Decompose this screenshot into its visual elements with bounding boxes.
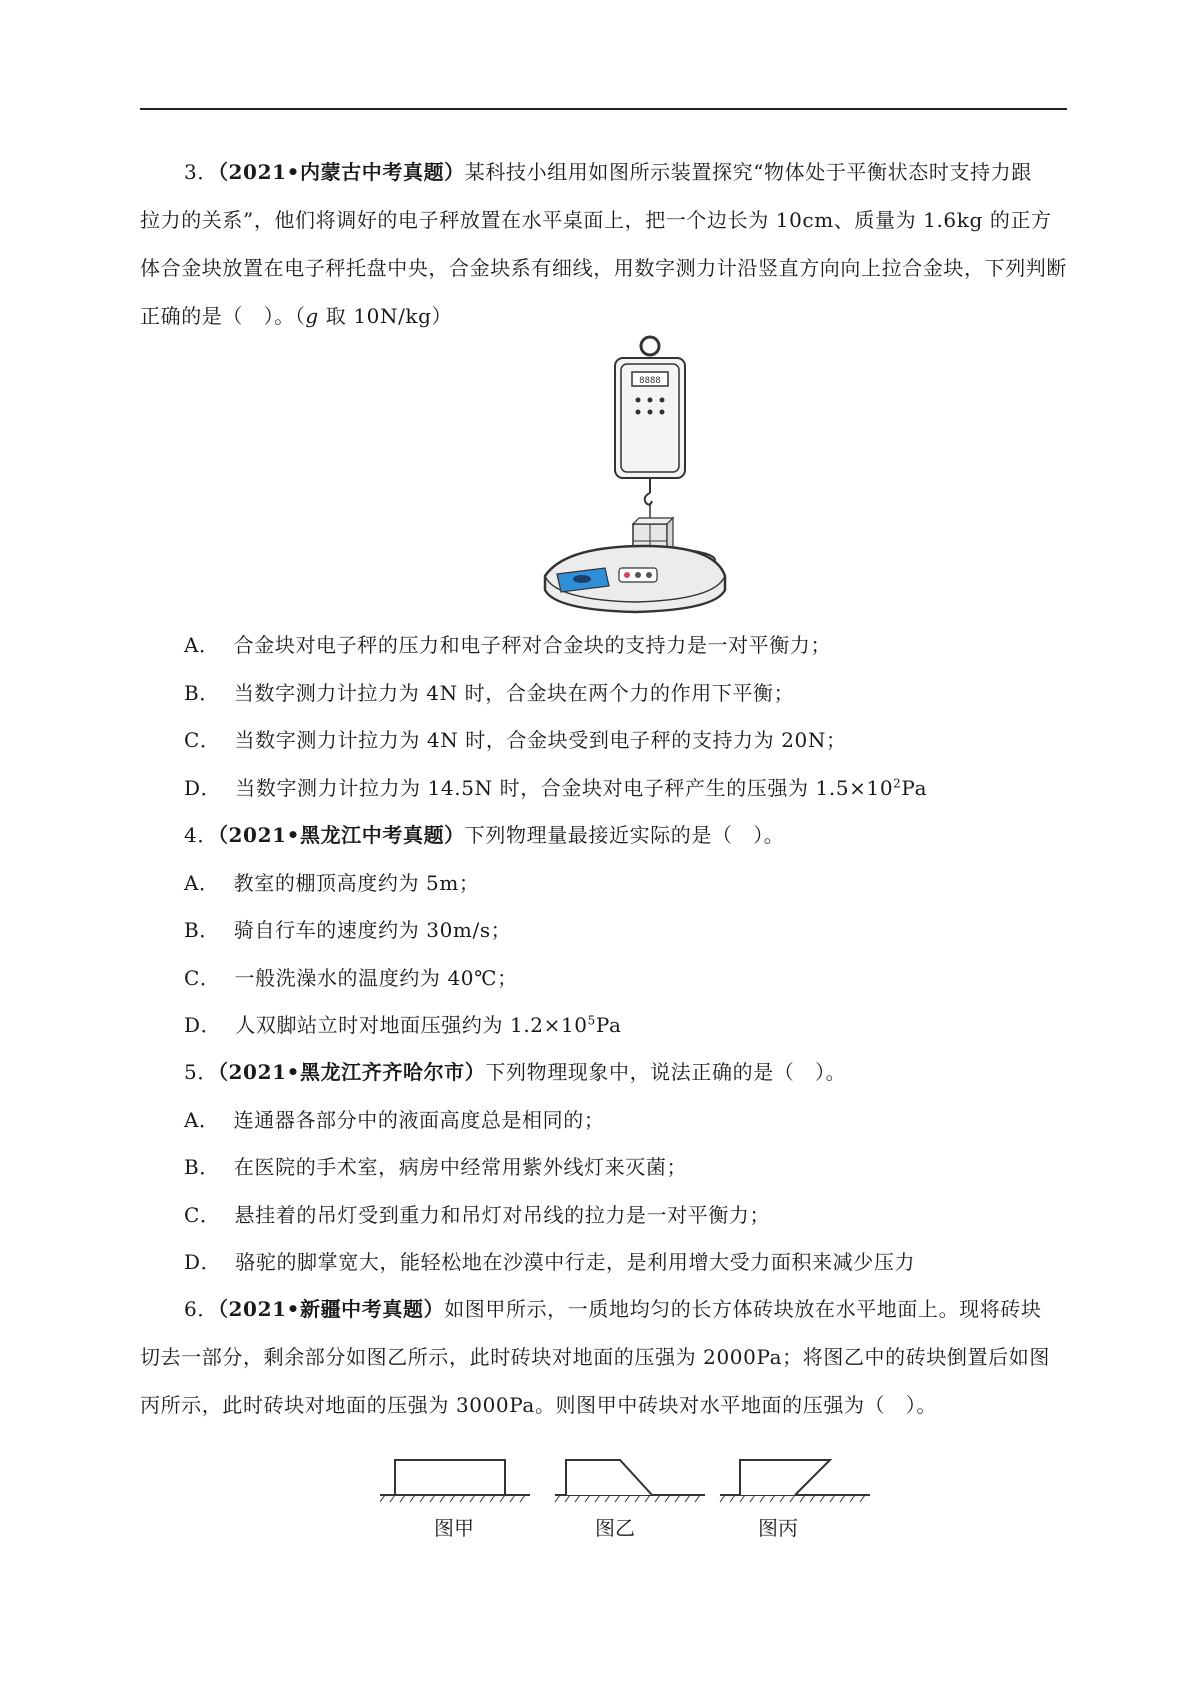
q3-option-c: C． 当数字测力计拉力为 4N 时，合金块受到电子秤的支持力为 20N； xyxy=(184,728,847,752)
question-6 xyxy=(140,1285,1067,1429)
question-6-stem-rest: 切去一部分，剩余部分如图乙所示，此时砖块对地面的压强为 2000Pa；将图乙中的砖块倒置后如图丙所示，此时砖块对地面的压强为 3000Pa。则图甲中砖块对水平地面的压强为（ ）。 xyxy=(140,1345,1050,1417)
brick-figures xyxy=(380,1450,880,1510)
brick-figure-a xyxy=(380,1460,530,1502)
question-5-stem: 5．（2021•黑龙江齐齐哈尔市）下列物理现象中，说法正确的是（ ）。 xyxy=(184,1060,847,1084)
q5-option-c: C． 悬挂着的吊灯受到重力和吊灯对吊线的拉力是一对平衡力； xyxy=(184,1203,771,1227)
q5-option-a: A． 连通器各部分中的液面高度总是相同的； xyxy=(184,1108,605,1132)
q3-option-b: B． 当数字测力计拉力为 4N 时，合金块在两个力的作用下平衡； xyxy=(184,681,795,705)
q5-option-b: B． 在医院的手术室，病房中经常用紫外线灯来灭菌； xyxy=(184,1155,688,1179)
brick-figure-c xyxy=(720,1460,870,1502)
question-3 xyxy=(140,148,1067,340)
question-3-stem: 3．（2021•内蒙古中考真题）某科技小组用如图所示装置探究“物体处于平衡状态时支持力跟 xyxy=(184,160,1032,184)
q3-option-d: D． 当数字测力计拉力为 14.5N 时，合金块对电子秤产生的压强为 $1.5\times 10^2Pa$ xyxy=(184,776,928,800)
question-6-stem: 6．（2021•新疆中考真题）如图甲所示，一质地均匀的长方体砖块放在水平地面上。现将砖块 xyxy=(184,1297,1042,1321)
q3-option-a: A． 合金块对电子秤的压力和电子秤对合金块的支持力是一对平衡力； xyxy=(184,633,832,657)
force-meter-scale-figure xyxy=(535,328,735,618)
header-rule xyxy=(140,108,1067,110)
q4-option-a: A． 教室的棚顶高度约为 5m； xyxy=(184,871,480,895)
caption-figure-c: 图丙 xyxy=(758,1516,798,1540)
caption-figure-b: 图乙 xyxy=(595,1516,635,1540)
q4-option-b: B． 骑自行车的速度约为 30m/s； xyxy=(184,918,512,942)
brick-figure-b xyxy=(555,1460,705,1502)
question-3-stem-rest: 拉力的关系”，他们将调好的电子秤放置在水平桌面上，把一个边长为 10cm、质量为 1.6kg 的正方体合金块放置在电子秤托盘中央，合金块系有细线，用数字测力计沿竖直方向向上拉合金块，下列判断正确的是（ ）。（g 取 10N/kg） xyxy=(140,208,1067,328)
q4-option-c: C． 一般洗澡水的温度约为 40℃； xyxy=(184,966,518,990)
q4-option-d: D． 人双脚站立时对地面压强约为 $1.2\times 10^5Pa$ xyxy=(184,1013,622,1037)
question-4-stem: 4．（2021•黑龙江中考真题）下列物理量最接近实际的是（ ）。 xyxy=(184,823,785,847)
caption-figure-a: 图甲 xyxy=(434,1516,474,1540)
meter-display: 8888 xyxy=(639,376,661,386)
q5-option-d: D． 骆驼的脚掌宽大，能轻松地在沙漠中行走，是利用增大受力面积来减少压力 xyxy=(184,1250,916,1274)
